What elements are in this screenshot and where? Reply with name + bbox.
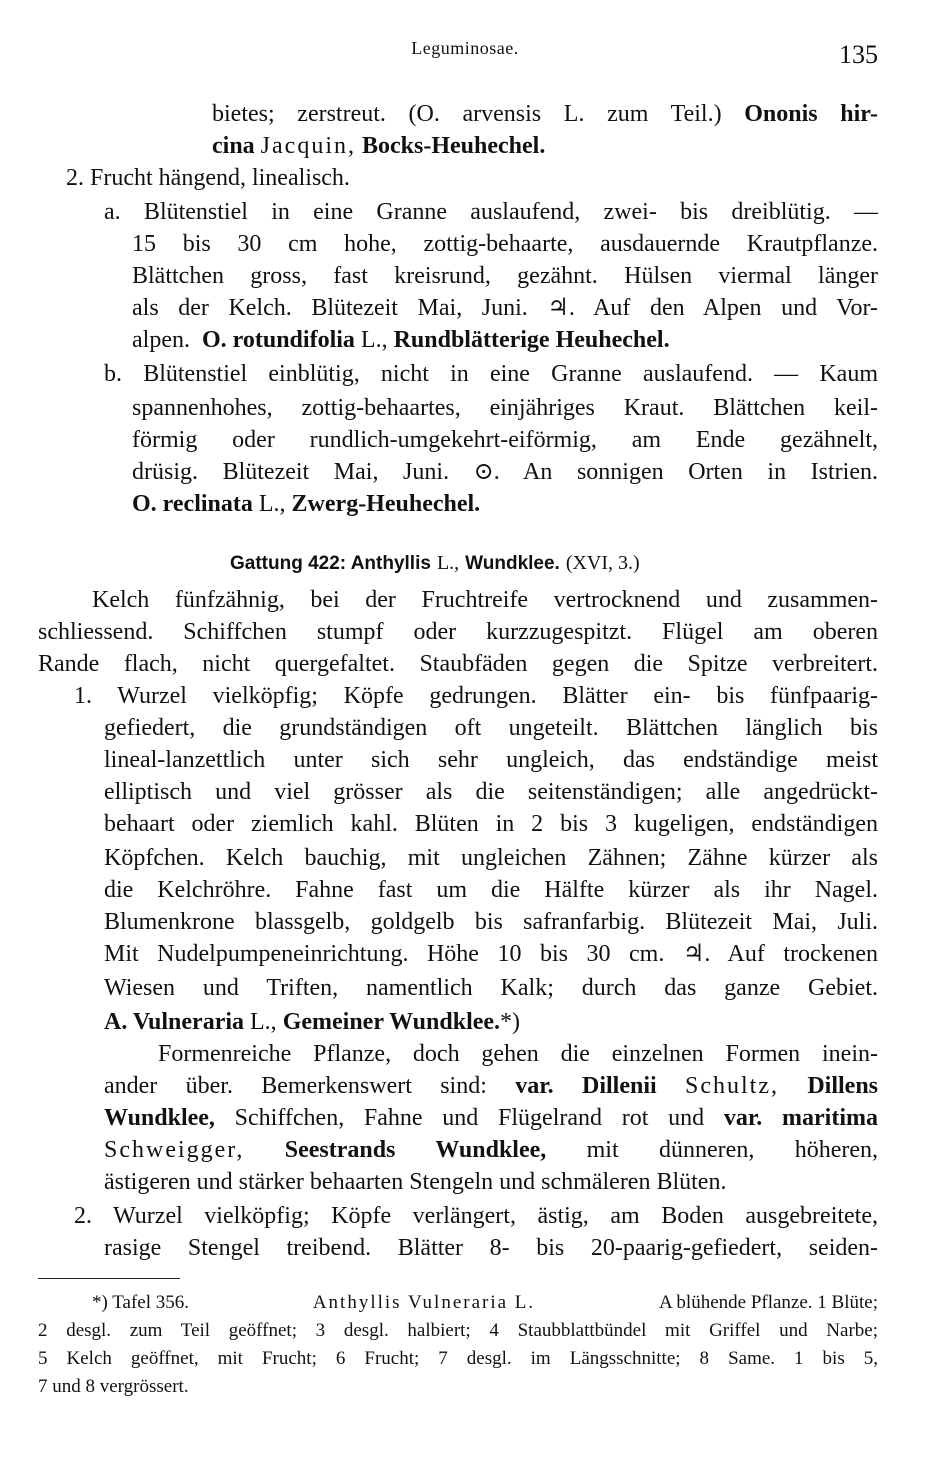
author-name: Schultz, [685,1073,779,1099]
text-line: die Kelchröhre. Fahne fast um die Hälfte kürzer als ihr Nagel. [104,877,878,903]
text-line: b. Blütenstiel einblütig, nicht in eine Granne auslaufend. — Kaum [104,361,878,387]
text-line: Blumenkrone blassgelb, goldgelb bis safranfarbig. Blütezeit Mai, Juli. [104,909,878,935]
footnote-line: 2 desgl. zum Teil geöffnet; 3 desgl. halbiert; 4 Staubblattbündel mit Griffel und Narbe; [38,1320,878,1341]
author-name: L., [360,327,388,353]
common-name: Dillens [807,1073,879,1099]
text-line: 1. Wurzel vielköpfig; Köpfe gedrungen. Blätter ein- bis fünfpaarig- [74,683,878,709]
text-line: 15 bis 30 cm hohe, zottig-behaarte, ausdauernde Krautpflanze. [132,231,878,257]
text-run: mit dünneren, höheren, [586,1137,878,1163]
footnote-line: 5 Kelch geöffnet, mit Frucht; 6 Frucht; 7 desgl. im Längsschnitte; 8 Same. 1 bis 5, [38,1348,878,1369]
text-line: 2. Frucht hängend, linealisch. [66,165,350,191]
linnaean-class: (XVI, 3.) [565,552,640,574]
text-line [212,98,878,130]
footnote-line: 7 und 8 vergrössert. [38,1376,189,1397]
text-line [104,1070,878,1102]
text-line: behaart oder ziemlich kahl. Blüten in 2 bis 3 kugeligen, endständigen [104,811,878,837]
variety-name: var. maritima [723,1105,878,1131]
text-run: bietes; zerstreut. (O. arvensis L. zum Teil.) [212,101,722,127]
species-name: O. rotundifolia [201,327,355,353]
text-line [212,130,545,162]
author-name: Schweigger, [104,1137,245,1163]
common-name: Bocks-Heuhechel. [361,133,546,159]
text-line: Wiesen und Triften, namentlich Kalk; durch das ganze Gebiet. [104,975,878,1001]
common-name: Seestrands Wundklee, [284,1137,547,1163]
text-line: spannenhohes, zottig-behaartes, einjähriges Kraut. Blättchen keil- [132,395,878,421]
text-line: Kelch fünfzähnig, bei der Fruchtreife vertrocknend und zusammen- [92,587,878,613]
genus-title: Gattung 422: Anthyllis [230,553,431,574]
genus-heading [230,546,640,580]
common-name: Wundklee. [465,553,560,574]
footnote-divider [38,1278,180,1279]
footnote-line [92,1290,878,1316]
text-line: förmig oder rundlich-umgekehrt-eiförmig, am Ende gezähnelt, [132,427,878,453]
text-run: Schiffchen, Fahne und Flügelrand rot und [234,1105,705,1131]
text-line [132,324,670,356]
text-line [104,1102,878,1134]
text-line: elliptisch und viel grösser als die seitenständigen; alle angedrückt- [104,779,878,805]
text-line: ästigeren und stärker behaarten Stengeln und schmäleren Blüten. [104,1169,727,1195]
author-name: Jacquin, [260,133,356,159]
text-run: ander über. Bemerkenswert sind: [104,1073,487,1099]
text-line: drüsig. Blütezeit Mai, Juni. ⊙. An sonnigen Orten in Istrien. [132,459,878,485]
page-number: 135 [839,40,878,69]
text-line [104,1134,878,1166]
species-name: O. reclinata [132,491,253,517]
author-name: L., [250,1009,277,1035]
text-line: 2. Wurzel vielköpfig; Köpfe verlängert, ästig, am Boden ausgebreitete, [74,1203,878,1229]
text-line: Formenreiche Pflanze, doch gehen die einzelnen Formen inein- [158,1041,878,1067]
text-line [132,488,480,520]
common-name: Wundklee, [104,1105,215,1131]
common-name: Rundblätterige Heuhechel. [393,327,670,353]
footnote-species: Anthyllis Vulneraria L. [312,1292,536,1313]
text-line: Blättchen gross, fast kreisrund, gezähnt. Hülsen viermal länger [132,263,878,289]
text-line: lineal-lanzettlich unter sich sehr ungleich, das endständige meist [104,747,878,773]
text-line: a. Blütenstiel in eine Granne auslaufend, zwei- bis dreiblütig. — [104,199,878,225]
text-line: gefiedert, die grundständigen oft ungeteilt. Blättchen länglich bis [104,715,878,741]
species-name: Ononis hir- [744,101,878,127]
text-line: schliessend. Schiffchen stumpf oder kurzzugespitzt. Flügel am oberen [38,619,878,645]
text-line: Köpfchen. Kelch bauchig, mit ungleichen Zähnen; Zähne kürzer als [104,845,878,871]
footnote-marker: *) [500,1009,521,1035]
species-name: cina [212,133,255,159]
footnote-text: *) Tafel 356. [92,1292,189,1313]
common-name: Gemeiner Wundklee. [282,1009,501,1035]
common-name: Zwerg-Heuhechel. [291,491,481,517]
running-header: Leguminosae. [411,38,519,58]
author-name: L., [258,491,286,517]
variety-name: var. Dillenii [515,1073,657,1099]
text-line: rasige Stengel treibend. Blätter 8- bis 20-paarig-gefiedert, seiden- [104,1235,878,1261]
text-line [104,1006,520,1038]
author-name: L., [436,552,460,574]
text-line: Mit Nudelpumpeneinrichtung. Höhe 10 bis 30 cm. ♃. Auf trockenen [104,941,878,967]
text-run: alpen. [132,327,190,353]
text-line: Rande flach, nicht quergefaltet. Staubfäden gegen die Spitze verbreitert. [38,651,878,677]
text-line: als der Kelch. Blütezeit Mai, Juni. ♃. Auf den Alpen und Vor- [132,295,878,321]
species-name: A. Vulneraria [104,1009,245,1035]
footnote-text: A blühende Pflanze. 1 Blüte; [659,1292,878,1313]
